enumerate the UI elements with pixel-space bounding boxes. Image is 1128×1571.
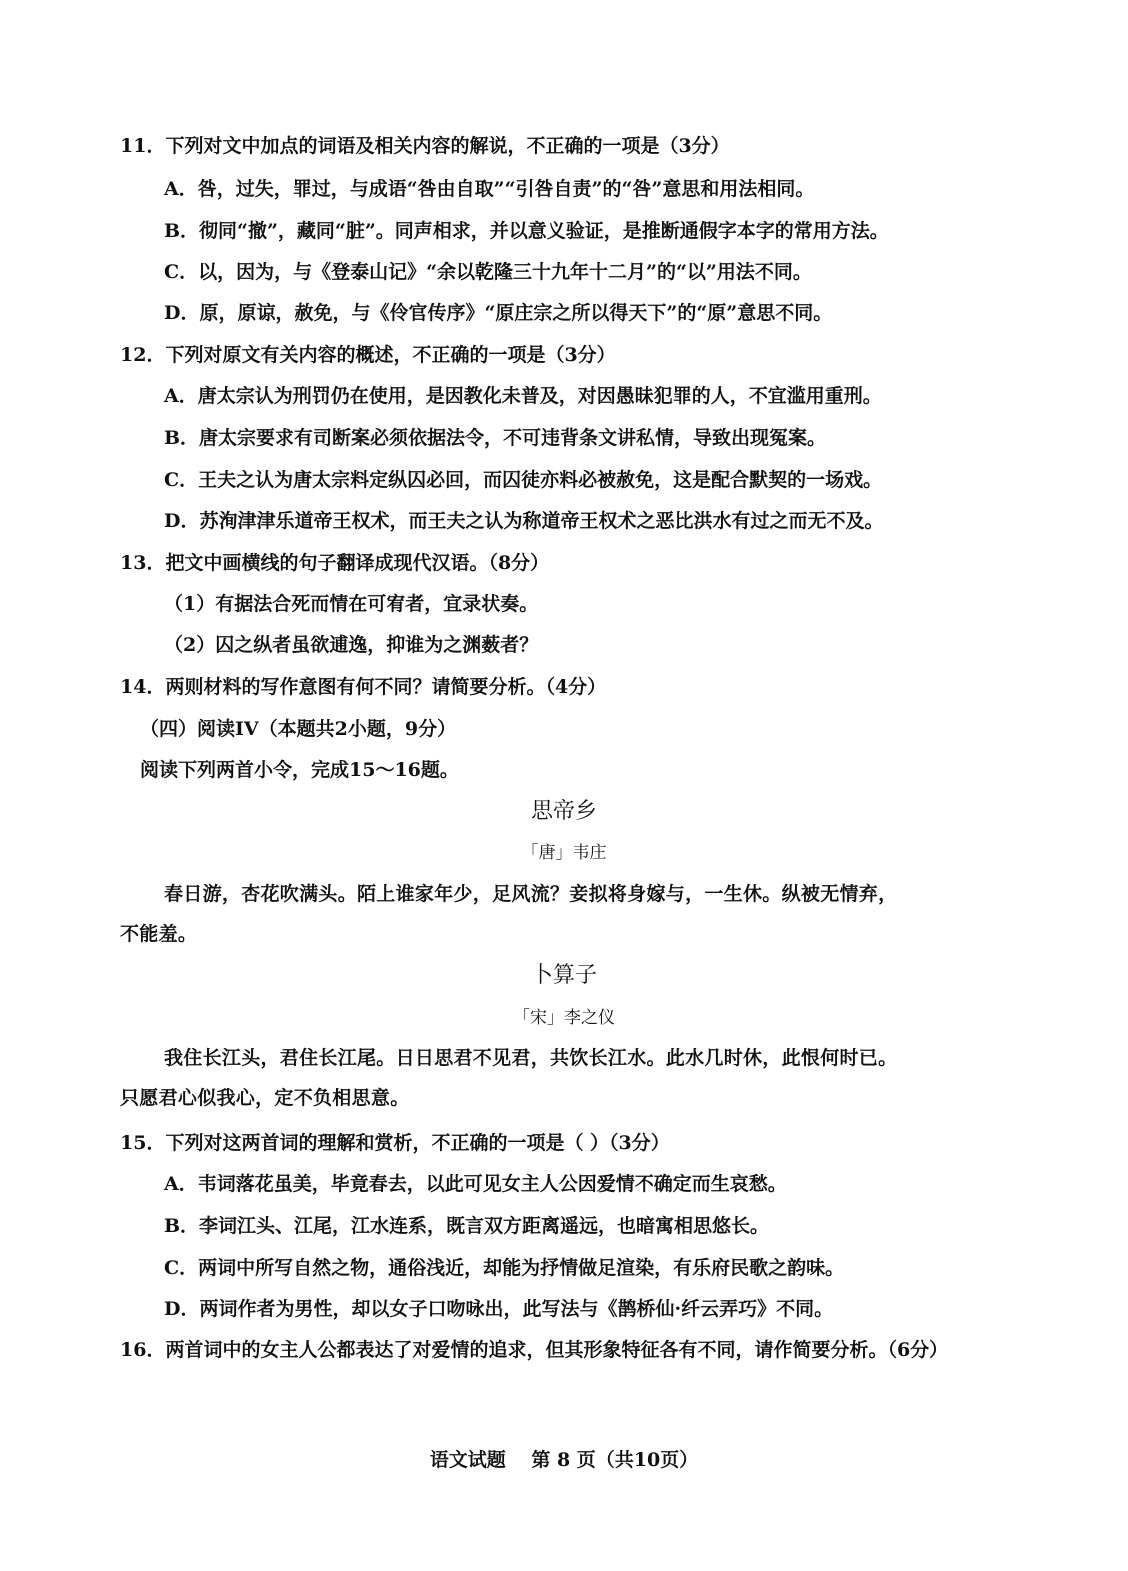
poem-2-line-1: 我住长江头，君住长江尾。日日思君不见君，共饮长江水。此水几时休，此恨何时已。 (164, 1047, 898, 1069)
question-11-option-d: D．原，原谅，赦免，与《伶官传序》“原庄宗之所以得天下”的“原”意思不同。 (164, 302, 833, 324)
question-16-stem: 16．两首词中的女主人公都表达了对爱情的追求，但其形象特征各有不同，请作简要分析。（6分） (120, 1339, 949, 1361)
poem-2-author: 「宋」李之仪 (513, 1008, 615, 1028)
question-14-stem: 14．两则材料的写作意图有何不同？请简要分析。（4分） (120, 676, 607, 698)
question-15-option-a: A．韦词落花虽美，毕竟春去，以此可见女主人公因爱情不确定而生哀愁。 (164, 1173, 787, 1195)
poem-2-line-2: 只愿君心似我心，定不负相思意。 (120, 1087, 410, 1109)
question-13-stem: 13．把文中画横线的句子翻译成现代汉语。（8分） (120, 552, 550, 574)
poem-1-line-1: 春日游，杏花吹满头。陌上谁家年少，足风流？妾拟将身嫁与，一生休。纵被无情弃， (164, 883, 898, 905)
question-12-stem: 12．下列对原文有关内容的概述，不正确的一项是（3分） (120, 344, 616, 366)
poem-1-line-2: 不能羞。 (120, 923, 198, 945)
question-12-option-c: C．王夫之认为唐太宗料定纵囚必回，而囚徒亦料必被赦免，这是配合默契的一场戏。 (164, 469, 883, 491)
question-12-option-a: A．唐太宗认为刑罚仍在使用，是因教化未普及，对因愚昧犯罪的人，不宜滥用重刑。 (164, 385, 882, 407)
poem-2-text (120, 1038, 1010, 1118)
question-11-stem: 11．下列对文中加点的词语及相关内容的解说，不正确的一项是（3分） (120, 135, 730, 157)
poem-1-title: 思帝乡 (530, 799, 597, 824)
section-instruction: 阅读下列两首小令，完成15～16题。 (140, 759, 459, 781)
question-11-option-a: A．咎，过失，罪过，与成语“咎由自取”“引咎自责”的“咎”意思和用法相同。 (164, 178, 815, 200)
question-15-option-d: D．两词作者为男性，却以女子口吻咏出，此写法与《鹊桥仙·纤云弄巧》不同。 (164, 1298, 834, 1320)
question-13-item-2: （2）囚之纵者虽欲逋逸，抑谁为之渊薮者？ (164, 634, 539, 656)
section-heading: （四）阅读IV（本题共2小题，9分） (140, 718, 457, 740)
poem-1-text (120, 874, 1010, 954)
question-11-option-b: B．彻同“撤”，藏同“脏”。同声相求，并以意义验证，是推断通假字本字的常用方法。 (164, 220, 889, 242)
question-12-option-b: B．唐太宗要求有司断案必须依据法令，不可违背条文讲私情，导致出现冤案。 (164, 427, 827, 449)
page-footer: 语文试题 第 8 页（共10页） (429, 1449, 699, 1471)
question-15-option-b: B．李词江头、江尾，江水连系，既言双方距离遥远，也暗寓相思悠长。 (164, 1215, 770, 1237)
poem-2-title: 卜算子 (530, 963, 597, 988)
question-12-option-d: D．苏洵津津乐道帝王权术，而王夫之认为称道帝王权术之恶比洪水有过之而无不及。 (164, 510, 884, 532)
question-11-option-c: C．以，因为，与《登泰山记》“余以乾隆三十九年十二月”的“以”用法不同。 (164, 261, 812, 283)
poem-1-author: 「唐」韦庄 (521, 843, 607, 863)
question-15-stem: 15．下列对这两首词的理解和赏析，不正确的一项是（ ）（3分） (120, 1132, 670, 1154)
question-15-option-c: C．两词中所写自然之物，通俗浅近，却能为抒情做足渲染，有乐府民歌之韵味。 (164, 1257, 845, 1279)
question-13-item-1: （1）有据法合死而情在可宥者，宜录状奏。 (164, 593, 539, 615)
